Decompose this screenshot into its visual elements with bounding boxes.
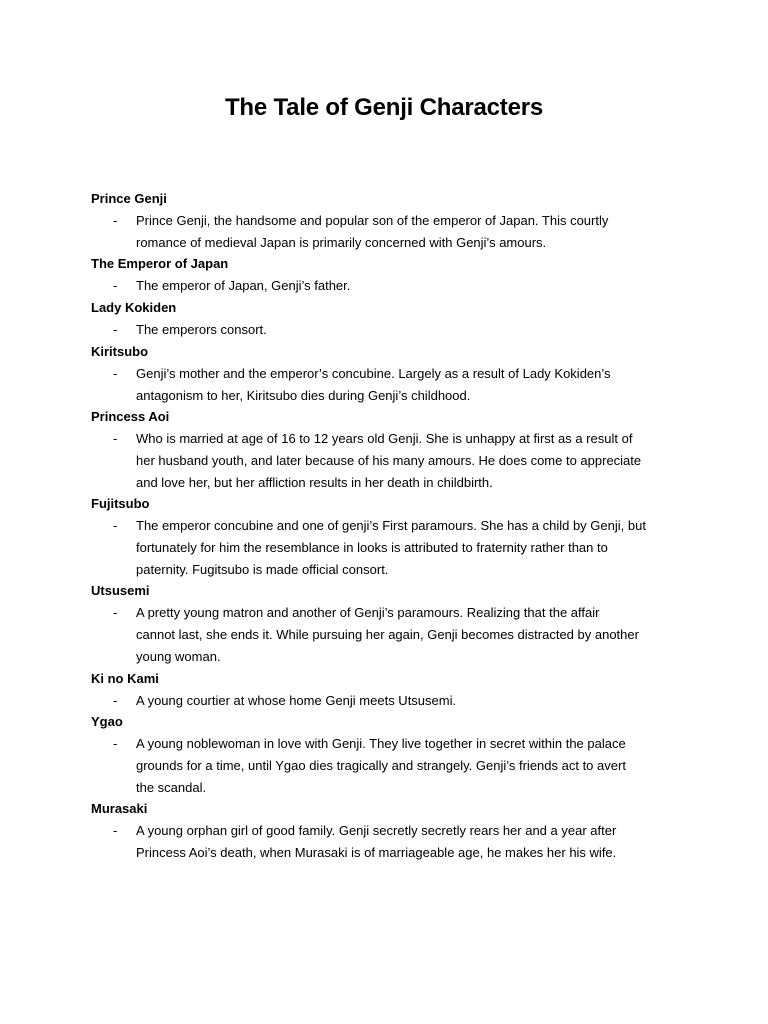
description-line: The emperor concubine and one of genji’s First paramours. She has a child by Genji, but bbox=[136, 518, 646, 534]
description-line: Princess Aoi’s death, when Murasaki is of marriageable age, he makes her his wife. bbox=[136, 845, 617, 861]
description-line: A young courtier at whose home Genji meets Utsusemi. bbox=[136, 692, 457, 708]
description-line: fortunately for him the resemblance in looks is attributed to fraternity rather than to bbox=[136, 540, 608, 556]
character-description bbox=[91, 210, 691, 253]
character-name: Ki no Kami bbox=[91, 670, 159, 686]
description-text bbox=[136, 690, 691, 712]
description-line: A young noblewoman in love with Genji. They live together in secret within the palace bbox=[136, 736, 626, 752]
character-name: Prince Genji bbox=[91, 191, 167, 206]
character-name: Utsusemi bbox=[91, 583, 150, 599]
list-bullet: - bbox=[113, 213, 118, 228]
description-line: the scandal. bbox=[136, 779, 207, 795]
character-entry bbox=[91, 341, 691, 406]
list-bullet: - bbox=[113, 431, 118, 447]
character-entry bbox=[91, 406, 691, 493]
description-line: romance of medieval Japan is primarily concerned with Genji’s amours. bbox=[136, 234, 547, 250]
description-line: A young orphan girl of good family. Genji secretly secretly rears her and a year after bbox=[136, 823, 617, 839]
character-name: Kiritsubo bbox=[91, 343, 149, 359]
list-bullet: - bbox=[113, 823, 118, 839]
character-name: The Emperor of Japan bbox=[91, 256, 229, 272]
character-entry bbox=[91, 493, 691, 580]
character-description bbox=[91, 275, 691, 297]
character-name: Murasaki bbox=[91, 801, 148, 817]
page-title: The Tale of Genji Characters bbox=[224, 94, 544, 121]
character-description bbox=[91, 515, 691, 580]
character-entry bbox=[91, 188, 691, 253]
description-text bbox=[136, 428, 691, 493]
character-description bbox=[91, 428, 691, 493]
list-bullet: - bbox=[113, 736, 118, 752]
character-entry bbox=[91, 297, 691, 341]
description-line: A pretty young matron and another of Genji’s paramours. Realizing that the affair bbox=[136, 605, 600, 621]
character-name: Fujitsubo bbox=[91, 496, 150, 512]
character-description bbox=[91, 690, 691, 712]
list-bullet: - bbox=[113, 278, 118, 294]
description-line: antagonism to her, Kiritsubo dies during Genji’s childhood. bbox=[136, 387, 471, 403]
character-entry bbox=[91, 668, 691, 712]
description-text bbox=[136, 319, 691, 341]
character-entry bbox=[91, 711, 691, 798]
description-text bbox=[136, 210, 691, 253]
character-list bbox=[91, 188, 691, 864]
list-bullet: - bbox=[113, 518, 118, 534]
description-text bbox=[136, 733, 691, 798]
character-entry bbox=[91, 580, 691, 667]
description-text bbox=[136, 515, 691, 580]
description-line: her husband youth, and later because of his many amours. He does come to appreciate bbox=[136, 452, 642, 468]
character-description bbox=[91, 319, 691, 341]
description-text bbox=[136, 820, 691, 863]
description-line: grounds for a time, until Ygao dies tragically and strangely. Genji’s friends act to avert bbox=[136, 757, 626, 773]
description-line: Who is married at age of 16 to 12 years old Genji. She is unhappy at first as a result of bbox=[136, 431, 633, 447]
character-description bbox=[91, 363, 691, 406]
list-bullet: - bbox=[113, 365, 118, 381]
description-line: and love her, but her affliction results in her death in childbirth. bbox=[136, 474, 493, 490]
description-line: The emperors consort. bbox=[136, 322, 267, 338]
character-name: Ygao bbox=[91, 714, 123, 730]
character-description bbox=[91, 733, 691, 798]
character-description bbox=[91, 602, 691, 667]
list-bullet: - bbox=[113, 692, 118, 708]
description-line: Genji’s mother and the emperor’s concubine. Largely as a result of Lady Kokiden’s bbox=[136, 365, 611, 381]
description-line: cannot last, she ends it. While pursuing her again, Genji becomes distracted by another bbox=[136, 627, 639, 643]
list-bullet: - bbox=[113, 322, 118, 338]
description-line: paternity. Fugitsubo is made official consort. bbox=[136, 561, 389, 577]
character-entry bbox=[91, 253, 691, 297]
description-line: The emperor of Japan, Genji’s father. bbox=[136, 278, 351, 294]
description-text bbox=[136, 275, 691, 297]
character-name: Lady Kokiden bbox=[91, 300, 177, 316]
description-line: young woman. bbox=[136, 648, 221, 664]
character-description bbox=[91, 820, 691, 863]
description-text bbox=[136, 602, 691, 667]
list-bullet: - bbox=[113, 605, 118, 621]
character-entry bbox=[91, 798, 691, 863]
character-name: Princess Aoi bbox=[91, 409, 170, 425]
description-line: Prince Genji, the handsome and popular son of the emperor of Japan. This courtly bbox=[136, 213, 609, 228]
description-text bbox=[136, 363, 691, 406]
